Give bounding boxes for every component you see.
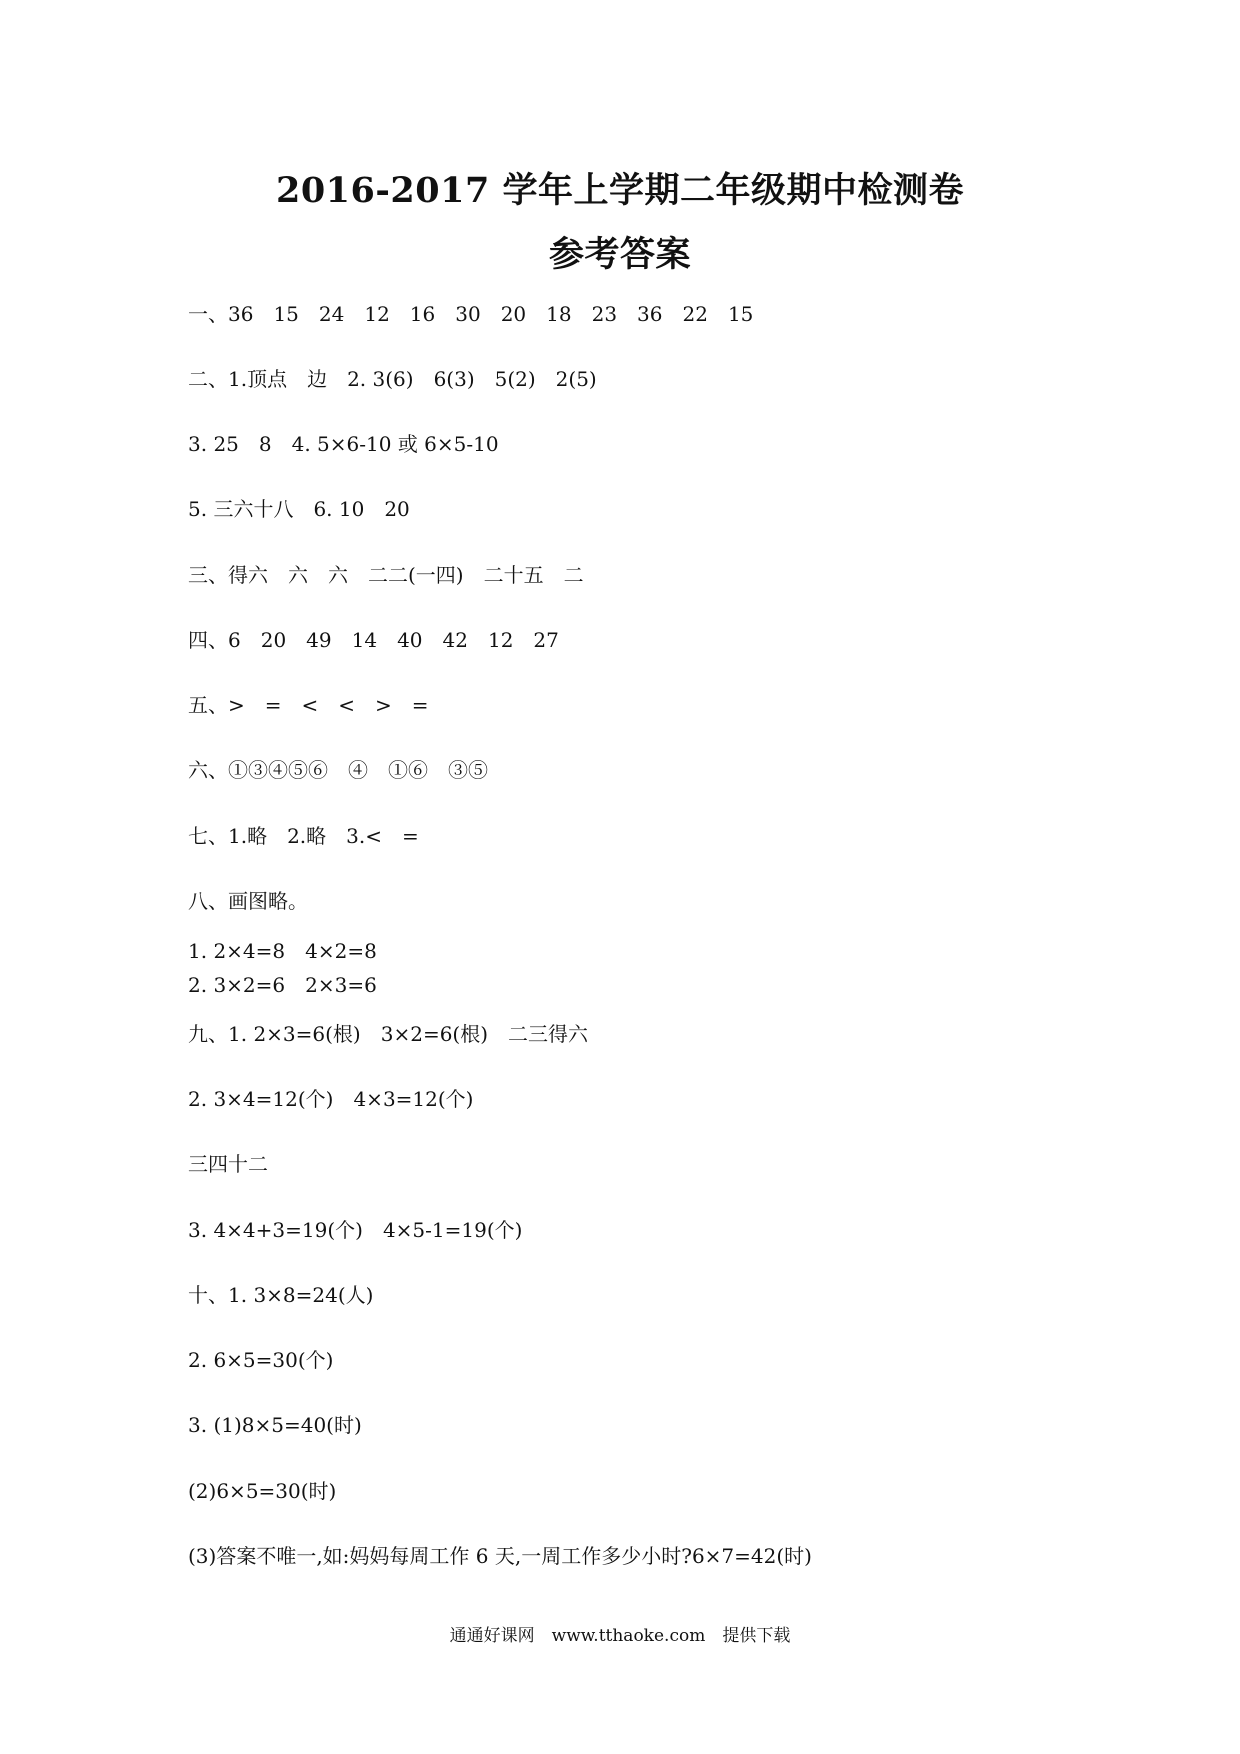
answer-line-9: 七、1.略 2.略 3.< = <box>188 824 419 848</box>
answer-line-7: 五、> = < < > = <box>188 693 429 717</box>
answer-line-13: 九、1. 2×3=6(根) 3×2=6(根) 二三得六 <box>188 1022 589 1046</box>
answer-line-8: 六、①③④⑤⑥ ④ ①⑥ ③⑤ <box>188 758 488 782</box>
answer-line-18: 2. 6×5=30(个) <box>188 1348 334 1372</box>
answer-line-17: 十、1. 3×8=24(人) <box>188 1283 374 1307</box>
answer-line-10: 八、画图略。 <box>188 889 308 913</box>
answer-line-21: (3)答案不唯一,如:妈妈每周工作 6 天,一周工作多少小时?6×7=42(时) <box>188 1544 812 1568</box>
page-subtitle: 参考答案 <box>548 234 691 275</box>
answer-line-3: 3. 25 8 4. 5×6-10 或 6×5-10 <box>188 432 499 456</box>
answer-line-4: 5. 三六十八 6. 10 20 <box>188 497 410 521</box>
answer-line-11: 1. 2×4=8 4×2=8 <box>188 939 377 963</box>
answer-line-19: 3. (1)8×5=40(时) <box>188 1413 362 1437</box>
answer-line-15: 三四十二 <box>188 1152 268 1176</box>
answer-line-12: 2. 3×2=6 2×3=6 <box>188 973 377 997</box>
page-footer: 通通好课网 www.tthaoke.com 提供下载 <box>449 1626 791 1646</box>
answer-line-6: 四、6 20 49 14 40 42 12 27 <box>188 628 559 652</box>
answer-line-1: 一、36 15 24 12 16 30 20 18 23 36 22 15 <box>188 302 754 326</box>
answer-line-2: 二、1.顶点 边 2. 3(6) 6(3) 5(2) 2(5) <box>188 367 597 391</box>
page-title: 2016-2017 学年上学期二年级期中检测卷 <box>275 170 965 211</box>
answer-line-16: 3. 4×4+3=19(个) 4×5-1=19(个) <box>188 1218 523 1242</box>
answer-line-5: 三、得六 六 六 二二(一四) 二十五 二 <box>188 563 584 587</box>
answer-line-20: (2)6×5=30(时) <box>188 1479 337 1503</box>
answer-line-14: 2. 3×4=12(个) 4×3=12(个) <box>188 1087 474 1111</box>
